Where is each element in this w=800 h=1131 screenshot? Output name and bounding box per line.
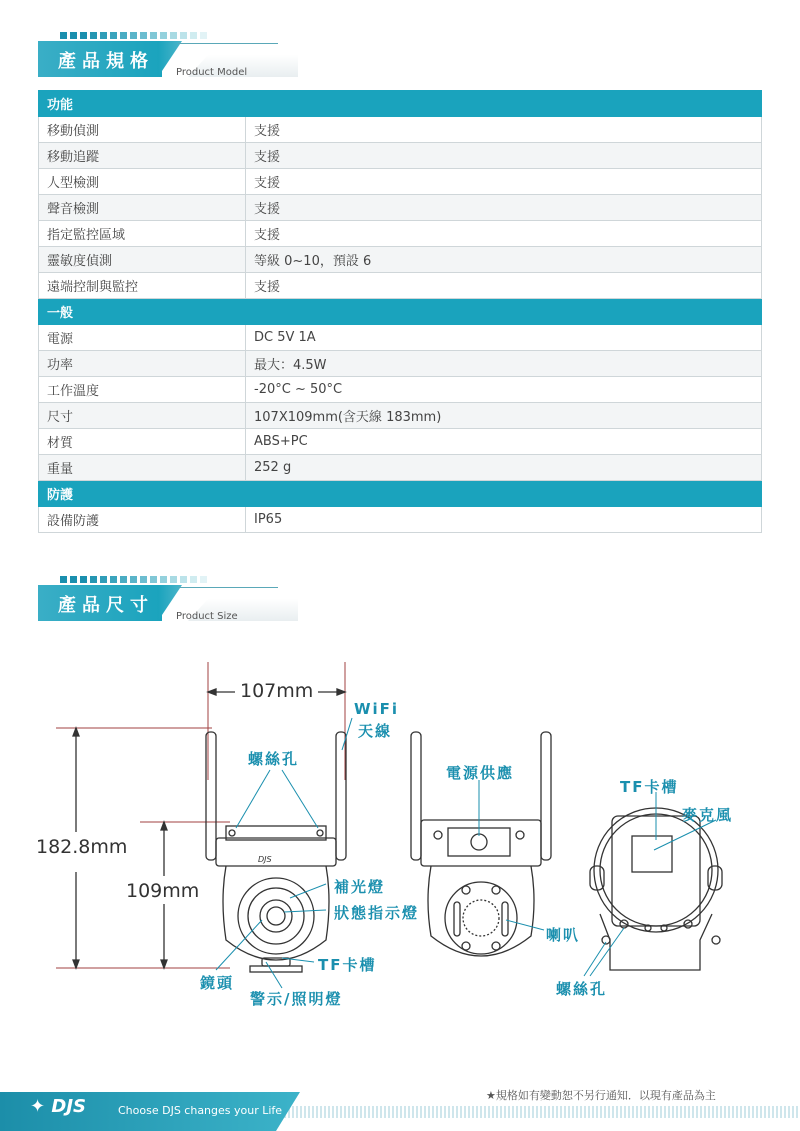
spec-key: 重量: [39, 455, 246, 481]
tf-slot-side-label: TF卡槽: [620, 778, 679, 796]
spec-row: [39, 143, 762, 169]
tf-slot-front-label: TF卡槽: [318, 956, 377, 974]
disclaimer-note: ★規格如有變動恕不另行通知．以現有產品為主: [486, 1089, 716, 1102]
spec-value: 107X109mm(含天線 183mm): [246, 403, 762, 429]
decorative-dots-top: [60, 32, 207, 39]
spec-row: [39, 325, 762, 351]
spec-category-label: 一般: [39, 299, 762, 325]
status-light-label: 狀態指示燈: [334, 904, 420, 922]
total-height-dimension: 182.8mm: [36, 836, 128, 858]
fill-light-label: 補光燈: [334, 878, 386, 896]
logo-star-icon: ✦: [30, 1096, 46, 1117]
spec-value: -20°C ~ 50°C: [246, 377, 762, 403]
spec-value: 最大：4.5W: [246, 351, 762, 377]
spec-row: [39, 195, 762, 221]
power-supply-label: 電源供應: [446, 764, 515, 782]
spec-row: [39, 273, 762, 299]
spec-key: 功率: [39, 351, 246, 377]
spec-value: IP65: [246, 507, 762, 533]
spec-key: 遠端控制與監控: [39, 273, 246, 299]
spec-category-label: 防護: [39, 481, 762, 507]
camera-drawings: [0, 640, 800, 1030]
spec-key: 聲音檢測: [39, 195, 246, 221]
spec-key: 電源: [39, 325, 246, 351]
spec-value: ABS+PC: [246, 429, 762, 455]
spec-section-title: 產品規格: [58, 51, 154, 72]
spec-value: 支援: [246, 221, 762, 247]
spec-key: 靈敏度偵測: [39, 247, 246, 273]
spec-section-subtitle: Product Model: [176, 67, 248, 78]
spec-value: 支援: [246, 169, 762, 195]
spec-row: [39, 429, 762, 455]
width-dimension: 107mm: [240, 680, 314, 702]
warning-light-label: 警示/照明燈: [250, 990, 343, 1008]
spec-category-row: [39, 481, 762, 507]
size-section-header: [38, 585, 298, 625]
footer-slogan: Choose DJS changes your Life: [118, 1104, 283, 1117]
spec-key: 工作溫度: [39, 377, 246, 403]
spec-section-header: [38, 41, 298, 81]
wifi-label: WiFi: [354, 700, 400, 718]
spec-row: [39, 169, 762, 195]
spec-category-label: 功能: [39, 91, 762, 117]
spec-row: [39, 221, 762, 247]
spec-row: [39, 377, 762, 403]
spec-row: [39, 507, 762, 533]
spec-key: 設備防護: [39, 507, 246, 533]
spec-category-row: [39, 299, 762, 325]
screw-hole-side-label: 螺絲孔: [556, 980, 608, 998]
spec-row: [39, 403, 762, 429]
antenna-label: 天線: [358, 722, 393, 740]
spec-table: [38, 90, 762, 533]
screw-hole-front-label: 螺絲孔: [248, 750, 300, 768]
spec-key: 指定監控區域: [39, 221, 246, 247]
spec-key: 移動偵測: [39, 117, 246, 143]
lens-label: 鏡頭: [200, 974, 235, 992]
spec-key: 移動追蹤: [39, 143, 246, 169]
spec-value: 支援: [246, 143, 762, 169]
spec-key: 人型檢測: [39, 169, 246, 195]
spec-value: 等級 0~10，預設 6: [246, 247, 762, 273]
spec-category-row: [39, 91, 762, 117]
spec-value: 支援: [246, 273, 762, 299]
decorative-dots-size: [60, 576, 207, 583]
spec-key: 材質: [39, 429, 246, 455]
footer-brand: DJS: [51, 1096, 86, 1117]
spec-row: [39, 117, 762, 143]
device-brand-mark: DJS: [258, 855, 272, 864]
spec-value: 支援: [246, 117, 762, 143]
spec-row: [39, 351, 762, 377]
spec-row: [39, 455, 762, 481]
spec-row: [39, 247, 762, 273]
body-height-dimension: 109mm: [126, 880, 200, 902]
size-section-title: 產品尺寸: [58, 595, 154, 616]
microphone-label: 麥克風: [682, 806, 734, 824]
footer: [0, 1080, 800, 1131]
spec-value: 252 g: [246, 455, 762, 481]
spec-key: 尺寸: [39, 403, 246, 429]
speaker-label: 喇叭: [546, 926, 581, 944]
spec-value: DC 5V 1A: [246, 325, 762, 351]
size-section-subtitle: Product Size: [176, 611, 238, 622]
spec-value: 支援: [246, 195, 762, 221]
footer-logo: [30, 1096, 86, 1117]
product-diagram: [0, 640, 800, 1030]
